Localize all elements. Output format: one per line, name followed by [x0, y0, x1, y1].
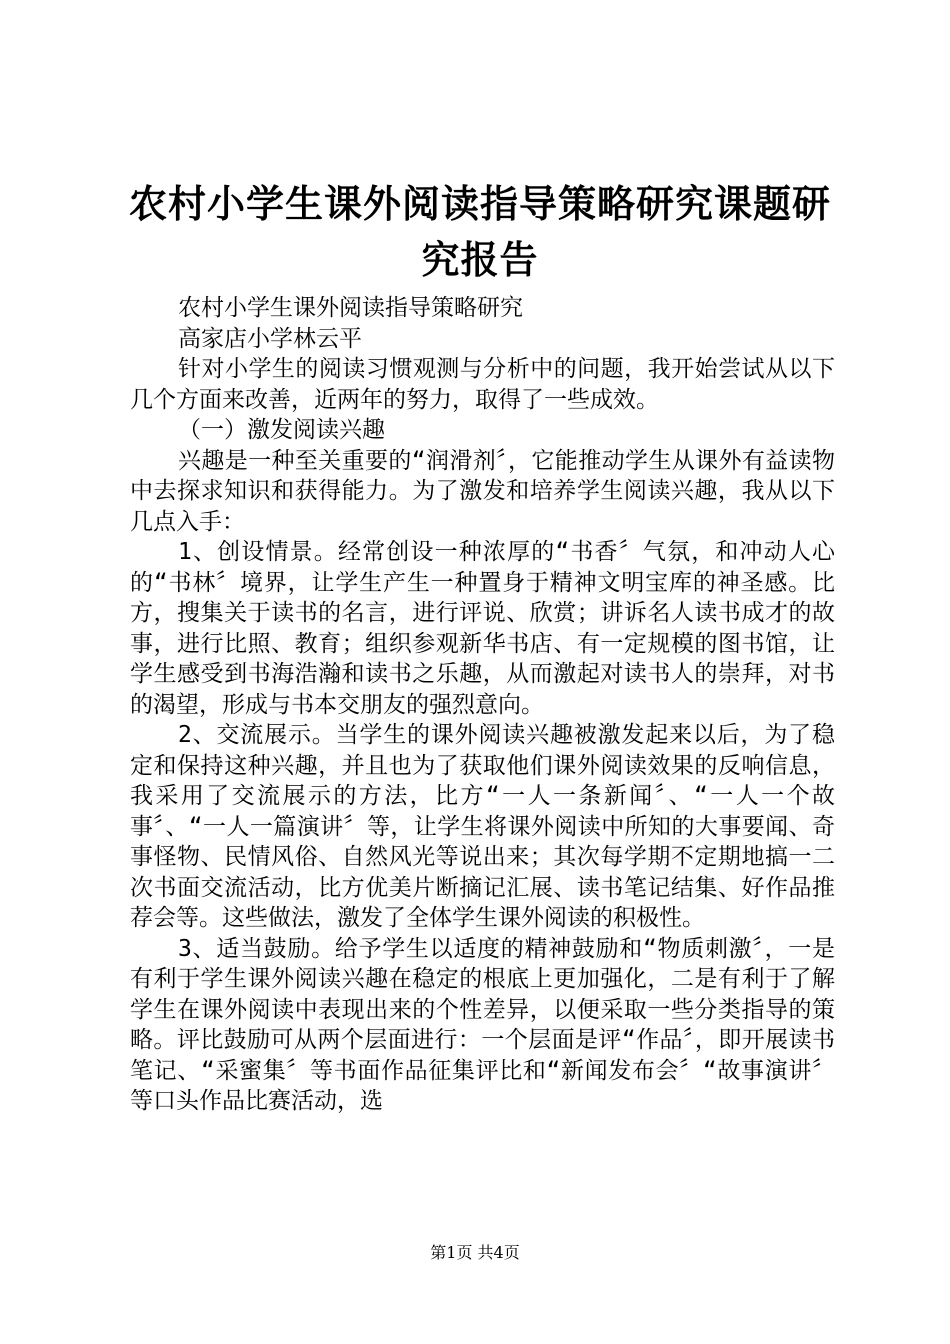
- document-body: [130, 293, 835, 1117]
- body-paragraph: 3、适当鼓励。给予学生以适度的精神鼓励和“物质刺激〞，一是有利于学生课外阅读兴趣在稳定的根底上更加强化，二是有利于了解学生在课外阅读中表现出来的个性差异，以便采取一些分类指导的策略。评比鼓励可从两个层面进行：一个层面是评“作品〞，即开展读书笔记、“采蜜集〞等书面作品征集评比和“新闻发布会〞“故事演讲〞等口头作品比赛活动，选: [130, 935, 835, 1114]
- subtitle-line: 农村小学生课外阅读指导策略研究: [178, 295, 523, 321]
- body-paragraph: 1、创设情景。经常创设一种浓厚的“书香〞气氛，和冲动人心的“书林〞境界，让学生产生一种置身于精神文明宝库的神圣感。比方，搜集关于读书的名言，进行评说、欣赏；讲诉名人读书成才的故事，进行比照、教育；组织参观新华书店、有一定规模的图书馆，让学生感受到书海浩瀚和读书之乐趣，从而激起对读书人的崇拜，对书的渴望，形成与书本交朋友的强烈意向。: [130, 539, 835, 718]
- body-paragraph: 2、交流展示。当学生的课外阅读兴趣被激发起来以后，为了稳定和保持这种兴趣，并且也为了获取他们课外阅读效果的反响信息，我采用了交流展示的方法，比方“一人一条新闻〞、“一人一个故事〞、“一人一篇演讲〞等，让学生将课外阅读中所知的大事要闻、奇事怪物、民情风俗、自然风光等说出来；其次每学期不定期地搞一二次书面交流活动，比方优美片断摘记汇展、读书笔记结集、好作品推荐会等。这些做法，激发了全体学生课外阅读的积极性。: [130, 722, 835, 931]
- body-paragraph: 针对小学生的阅读习惯观测与分析中的问题，我开始尝试从以下几个方面来改善，近两年的努力，取得了一些成效。: [130, 356, 835, 413]
- section-heading: （一）激发阅读兴趣: [178, 417, 385, 443]
- document-title: 农村小学生课外阅读指导策略研究课题研究报告: [128, 181, 831, 282]
- body-paragraph: 兴趣是一种至关重要的“润滑剂〞，它能推动学生从课外有益读物中去探求知识和获得能力。为了激发和培养学生阅读兴趣，我从以下几点入手：: [130, 447, 835, 535]
- author-line: 高家店小学林云平: [178, 325, 362, 352]
- page-footer: 第1页 共4页: [430, 1243, 520, 1262]
